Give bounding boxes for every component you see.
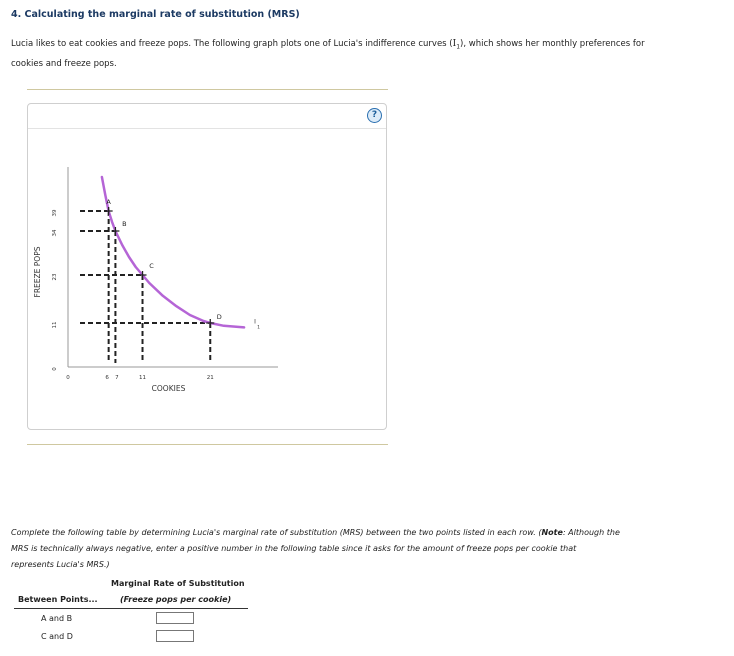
curve-label: I <box>254 318 256 326</box>
x-tick-label: 6 <box>105 375 109 381</box>
x-tick-label: 11 <box>139 375 147 381</box>
divider-bottom <box>27 444 388 445</box>
point-label: A <box>106 198 111 206</box>
y-tick-label: 0 <box>52 367 58 371</box>
divider-top <box>27 89 388 90</box>
y-tick-label: 39 <box>52 209 58 217</box>
x-tick-label: 21 <box>206 375 214 381</box>
x-tick-label: 0 <box>66 375 70 381</box>
row-label-a-b: A and B <box>41 614 73 623</box>
intro-before: Lucia likes to eat cookies and freeze pops. The following graph plots one of Lucia's indifference curves ( <box>11 39 453 49</box>
graph-panel <box>27 103 387 430</box>
instructions-text <box>11 525 621 573</box>
note-text: : Although the MRS is technically always negative, enter a positive number in the following table since it asks for the amount of freeze pops per cookie that represents Lucia's MRS.) <box>11 528 620 569</box>
curve-label-subscript: 1 <box>257 325 261 331</box>
instructions-main: Complete the following table by determining Lucia's marginal rate of substitution (MRS) between the two points listed in each row. ( <box>11 528 542 537</box>
note-label: Note <box>541 528 563 537</box>
point-label: D <box>216 313 222 321</box>
y-tick-label: 23 <box>52 273 58 281</box>
mrs-subheader: (Freeze pops per cookie) <box>120 595 232 604</box>
point-label: B <box>122 220 127 228</box>
intro-text <box>11 36 651 72</box>
row-label-c-d: C and D <box>41 632 73 641</box>
indifference-curve-chart <box>28 129 386 429</box>
question-title: 4. Calculating the marginal rate of substitution (MRS) <box>11 9 300 20</box>
between-points-header: Between Points... <box>18 595 98 604</box>
point-marker <box>111 227 119 235</box>
mrs-header: Marginal Rate of Substitution <box>111 579 245 588</box>
intro-curve-subscript: 1 <box>456 43 461 51</box>
indifference-curve <box>102 177 244 327</box>
y-tick-label: 11 <box>52 321 58 329</box>
intro-curve-symbol: I <box>452 39 457 49</box>
help-button[interactable]: ? <box>367 108 382 123</box>
intro-after: ), which shows her monthly preferences for cookies and freeze pops. <box>11 39 645 69</box>
y-axis-label: FREEZE POPS <box>33 246 42 298</box>
x-tick-label: 7 <box>115 375 119 381</box>
point-label: C <box>149 262 154 270</box>
point-marker <box>206 319 214 327</box>
mrs-input-c-d[interactable] <box>156 630 194 642</box>
graph-toolbar <box>28 104 386 129</box>
y-tick-label: 34 <box>52 229 58 237</box>
table-header-rule <box>14 608 248 609</box>
mrs-input-a-b[interactable] <box>156 612 194 624</box>
point-marker <box>105 207 113 215</box>
x-axis-label: COOKIES <box>151 384 186 393</box>
